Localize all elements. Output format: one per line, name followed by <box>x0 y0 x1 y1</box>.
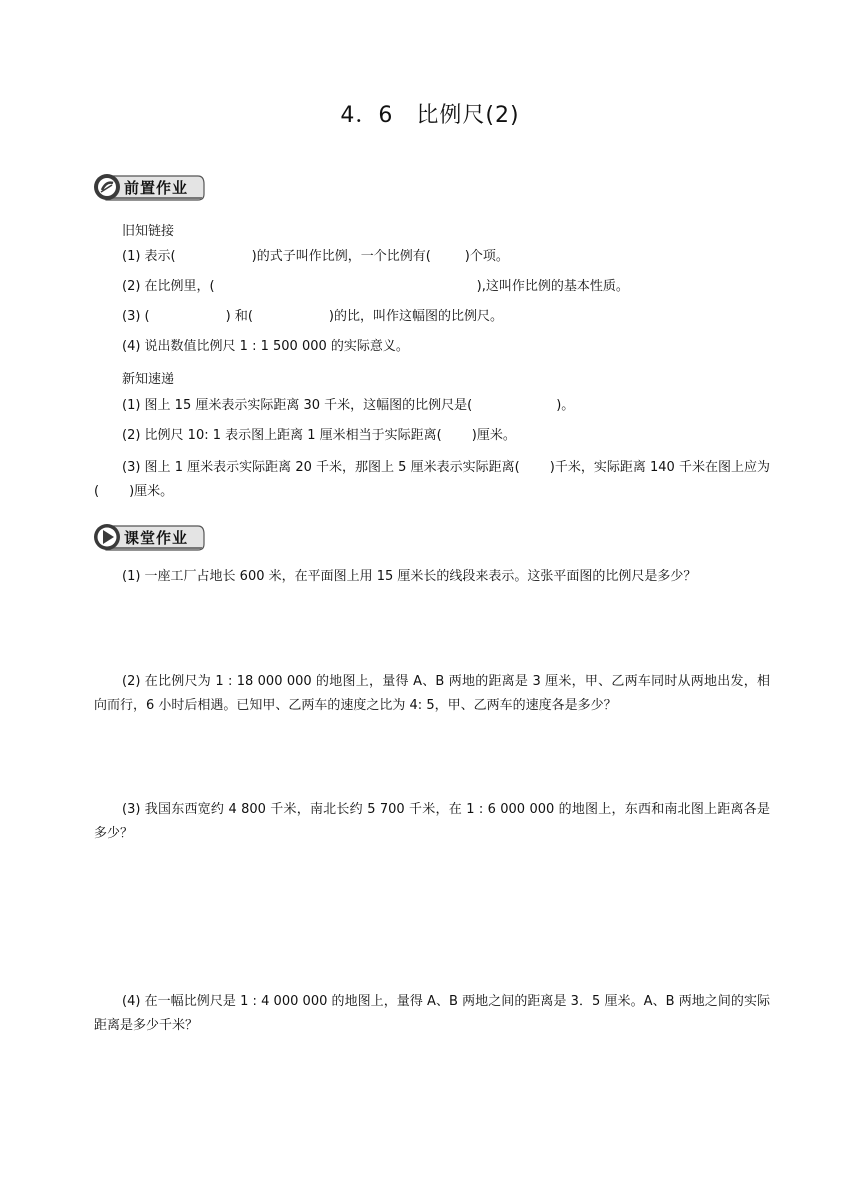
new-item-2: (2) 比例尺 10: 1 表示图上距离 1 厘米相当于实际距离( )厘米。 <box>122 428 516 443</box>
section-label-pre: 前置作业 <box>124 179 189 197</box>
class-question-1: (1) 一座工厂占地长 600 米，在平面图上用 15 厘米长的线段来表示。这张平面图的比例尺是多少？ <box>122 569 697 584</box>
page-title: 4．6 比例尺(2) <box>340 103 520 128</box>
old-item-1: (1) 表示( )的式子叫作比例，一个比例有( )个项。 <box>122 249 509 264</box>
class-question-2: (2) 在比例尺为 1 : 18 000 000 的地图上，量得 A、B 两地的距离是 3 厘米，甲、乙两车同时从两地出发，相向而行，6 小时后相遇。已知甲、乙两车的速度之比为 4: 5，甲、乙两车的速度各是多少？ <box>94 674 770 713</box>
section-badge-pre <box>92 172 208 202</box>
old-item-3: (3) ( ) 和( )的比，叫作这幅图的比例尺。 <box>122 309 503 324</box>
new-item-1: (1) 图上 15 厘米表示实际距离 30 千米，这幅图的比例尺是( )。 <box>122 398 575 413</box>
section-label-class: 课堂作业 <box>124 529 189 547</box>
old-item-2: (2) 在比例里，( ),这叫作比例的基本性质。 <box>122 279 629 294</box>
section-badge-class <box>92 522 208 552</box>
subheading-new: 新知速递 <box>122 372 175 387</box>
old-item-4: (4) 说出数值比例尺 1 : 1 500 000 的实际意义。 <box>122 339 409 354</box>
class-question-4: (4) 在一幅比例尺是 1 : 4 000 000 的地图上，量得 A、B 两地之间的距离是 3．5 厘米。A、B 两地之间的实际距离是多少千米？ <box>94 994 770 1033</box>
new-item-3: (3) 图上 1 厘米表示实际距离 20 千米，那图上 5 厘米表示实际距离( )千米，实际距离 140 千米在图上应为( )厘米。 <box>94 460 771 499</box>
subheading-old: 旧知链接 <box>122 224 175 239</box>
class-question-3: (3) 我国东西宽约 4 800 千米，南北长约 5 700 千米，在 1 : 6 000 000 的地图上，东西和南北图上距离各是多少？ <box>94 802 770 841</box>
